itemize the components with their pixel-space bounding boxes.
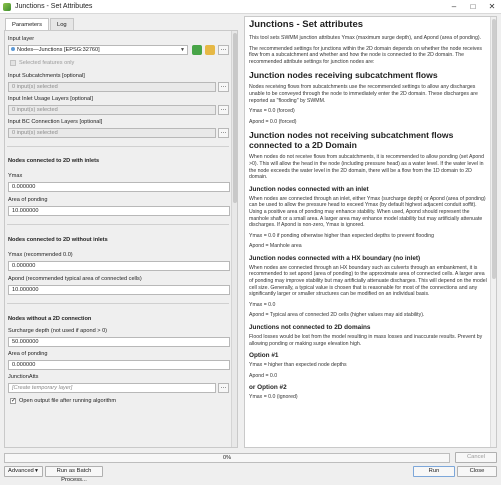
help-intro: This tool sets SWMM junction attributes Ymax (maximum surge depth), and Apond (area of ponding). — [249, 35, 482, 41]
iterate-icon[interactable] — [192, 45, 202, 55]
chevron-down-icon: ▼ — [180, 47, 185, 53]
aponding-3-label: Area of ponding — [8, 351, 48, 357]
subcatchments-field[interactable]: 0 input(s) selected — [8, 82, 216, 92]
close-window-icon[interactable]: ✕ — [488, 2, 496, 11]
subcatchments-label: Input Subcatchments [optional] — [8, 73, 85, 79]
aponding-2-input[interactable]: 10.000000 — [8, 285, 230, 295]
surcharge-input[interactable]: 50.000000 — [8, 337, 230, 347]
junction-atts-output[interactable]: [Create temporary layer] — [8, 383, 216, 393]
advanced-button[interactable] — [4, 466, 43, 477]
inlet-usage-field[interactable]: 0 input(s) selected — [8, 105, 216, 115]
tab-bar — [5, 18, 75, 30]
aponding-2-label: Apond (recommended typical area of connected cells) — [8, 276, 142, 282]
subcatchments-browse-button[interactable]: … — [218, 82, 229, 92]
help-paragraph: When nodes are connected through an HX boundary such as culverts through an embankment, it is recommended to set apond (area of ponding) to the approximate area of connected cells. A larger area of ponding may improve stability but may artificially attenuate discharges. This will depend on the model cell size. Generally, a typical value is chosen that is reasonable for most of the connections and any significantly larger or smaller structures can be modified on an individual basis. — [249, 264, 487, 298]
help-option-2: or Option #2 — [249, 384, 287, 392]
progress-text: 0% — [222, 455, 232, 461]
layer-type-icon — [11, 47, 15, 51]
title-bar — [0, 0, 501, 14]
tab-log[interactable]: Log — [50, 18, 74, 30]
tab-parameters[interactable]: Parameters — [5, 18, 49, 30]
divider — [7, 224, 229, 225]
bc-connection-label: Input BC Connection Layers [optional] — [8, 119, 103, 125]
parameters-panel — [4, 30, 238, 448]
scrollbar-thumb[interactable] — [492, 19, 496, 279]
help-heading-inlet: Junction nodes connected with an inlet — [249, 185, 369, 193]
ymax-2-label: Ymax (recommended 0.0) — [8, 252, 73, 258]
help-heading-not-receiving: Junction nodes not receiving subcatchment flows connected to a 2D Domain — [249, 130, 454, 151]
selected-only-label: Selected features only — [19, 60, 75, 66]
run-batch-button[interactable]: Run as Batch Process... — [45, 466, 103, 477]
bc-connection-browse-button[interactable]: … — [218, 128, 229, 138]
open-output-label: Open output file after running algorithm — [19, 398, 117, 404]
cancel-button[interactable]: Cancel — [455, 452, 497, 463]
scrollbar-thumb[interactable] — [233, 33, 237, 203]
open-output-checkbox[interactable] — [10, 398, 16, 404]
aponding-1-label: Area of ponding — [8, 197, 48, 203]
junction-atts-label: JunctionAtts — [8, 374, 39, 380]
help-paragraph: Nodes receiving flows from subcatchments use the recommended settings to allow any discharges unable to be conveyed through the node to immediately enter the 2D domain. These discharges are reported as "flooding" by SWMM. — [249, 84, 478, 104]
help-paragraph: When nodes are connected through an inlet, either Ymax (surcharge depth) or Apond (area of ponding) can be used to allow the pressure head to exceed Ymax (by default highest adjacent conduit soffit). Using a positive area of ponding may enhance stability. When used, Apond should represent the manhole shaft or a small area. A larger area may enhance model stability but may artificially attenuate discharges. If Apond is non-zero, Ymax is ignored. — [249, 195, 486, 229]
help-rule-hx-ymax: Ymax = 0.0 — [249, 301, 276, 308]
help-intro-2: The recommended settings for junctions within the 2D domain depends on whether the node receives flow from a subcatchment and whether and how the node is connected to the 2D domain. The recommended attribute settings for junction nodes are: — [249, 45, 482, 65]
help-title: Junctions - Set attributes — [249, 19, 364, 30]
help-option-2-ymax: Ymax = 0.0 (ignored) — [249, 394, 298, 401]
help-panel — [244, 16, 497, 448]
junction-atts-browse-button[interactable]: … — [218, 383, 229, 393]
help-option-1-ymax: Ymax = higher than expected node depths — [249, 362, 347, 369]
help-option-1: Option #1 — [249, 352, 279, 360]
run-button[interactable]: Run — [413, 466, 455, 477]
section-inlets-heading: Nodes connected to 2D with inlets — [8, 158, 100, 164]
advanced-label: Advanced — [8, 468, 34, 474]
divider — [7, 146, 229, 147]
help-heading-not-connected: Junctions not connected to 2D domains — [249, 324, 371, 332]
ymax-1-input[interactable]: 0.000000 — [8, 182, 230, 192]
aponding-1-input[interactable]: 10.000000 — [8, 206, 230, 216]
section-no-2d-heading: Nodes without a 2D connection — [8, 316, 92, 322]
help-rule-inlet-apond: Apond = Manhole area — [249, 243, 302, 250]
edit-settings-icon[interactable] — [205, 45, 215, 55]
divider — [7, 303, 229, 304]
help-rule-ymax: Ymax = 0.0 (forced) — [249, 108, 295, 115]
input-layer-label: Input layer — [8, 36, 35, 42]
selected-only-checkbox[interactable] — [10, 60, 16, 66]
help-rule-hx-apond: Apond = Typical area of connected 2D cells (higher values may aid stability). — [249, 312, 425, 319]
section-no-inlets-heading: Nodes connected to 2D without inlets — [8, 237, 108, 243]
minimize-icon[interactable]: – — [451, 2, 457, 11]
help-option-1-apond: Apond = 0.0 — [249, 372, 278, 379]
input-layer-value: Nodes—Junctions [EPSG:32760] — [17, 47, 100, 53]
ymax-1-label: Ymax — [8, 173, 23, 179]
help-heading-receiving: Junction nodes receiving subcatchment flows — [249, 70, 438, 81]
window-title: Junctions - Set Attributes — [15, 3, 93, 10]
help-paragraph: When nodes do not receive flows from subcatchments, it is recommended to allow ponding (set Apond >0). This will allow the head in the node (including pressure head) as a water level. If the water level in the node exceeds the water level in the 2D domain, there will be a flow from the 1D domain to 2D domain. — [249, 154, 485, 181]
input-layer-combo[interactable] — [8, 45, 188, 55]
help-rule-apond: Apond = 0.0 (forced) — [249, 118, 297, 125]
chevron-down-icon: ▼ — [34, 468, 39, 474]
help-heading-hx: Junction nodes connected with a HX boundary (no inlet) — [249, 254, 421, 262]
inlet-usage-label: Input Inlet Usage Layers [optional] — [8, 96, 93, 102]
maximize-icon[interactable]: □ — [470, 2, 476, 11]
ymax-2-input[interactable]: 0.000000 — [8, 261, 230, 271]
bc-connection-field[interactable]: 0 input(s) selected — [8, 128, 216, 138]
progress-bar — [4, 453, 450, 463]
qgis-logo-icon — [3, 3, 11, 11]
browse-layer-button[interactable]: … — [218, 45, 229, 55]
close-button[interactable]: Close — [457, 466, 497, 477]
surcharge-label: Surcharge depth (not used if apond > 0) — [8, 328, 108, 334]
aponding-3-input[interactable]: 0.000000 — [8, 360, 230, 370]
parameters-scrollbar[interactable] — [231, 31, 237, 447]
help-paragraph: Flood losses would be lost from the model resulting in mass losses and inaccurate results. Prevent by allowing ponding or making surge elevation high. — [249, 334, 483, 347]
help-scrollbar[interactable] — [490, 17, 496, 447]
inlet-usage-browse-button[interactable]: … — [218, 105, 229, 115]
help-rule-inlet-ymax: Ymax = 0.0 if ponding otherwise higher than expected depths to prevent flooding — [249, 232, 434, 239]
